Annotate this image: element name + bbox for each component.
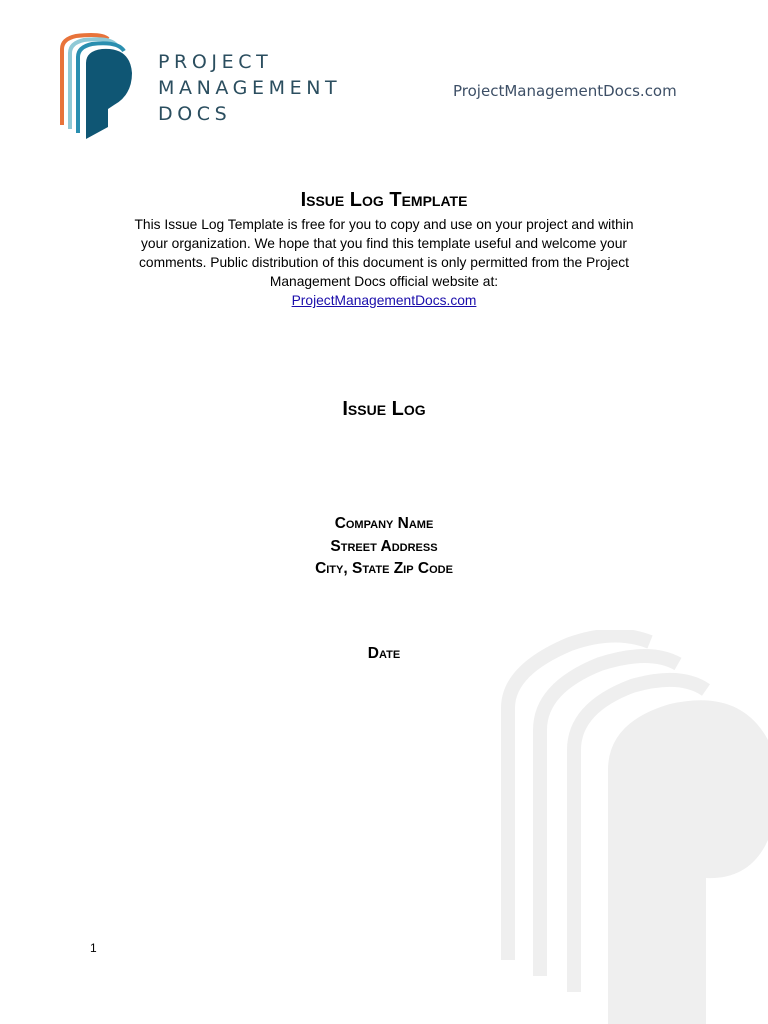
logo-line-management: MANAGEMENT (158, 77, 342, 99)
template-title: Issue Log Template (300, 189, 468, 211)
logo-line-project: PROJECT (158, 51, 273, 73)
company-name: Company Name (334, 515, 434, 532)
company-block (0, 513, 768, 581)
header-website: ProjectManagementDocs.com (453, 82, 677, 100)
logo-line-docs: DOCS (158, 103, 232, 125)
page-number: 1 (90, 941, 97, 955)
intro-paragraph (120, 215, 648, 310)
city-state-zip: City, State Zip Code (315, 560, 453, 577)
watermark-logo-icon (500, 630, 768, 1024)
document-title: Issue Log (342, 398, 426, 420)
intro-text: This Issue Log Template is free for you to copy and use on your project and within your organization. We hope that you find this template useful and welcome your comments. Public distribution of this document is only permitted from the Project Management Docs official website at: (134, 217, 634, 289)
logo-wordmark (158, 49, 341, 127)
document-date: Date (367, 645, 401, 662)
project-management-docs-logo-icon (58, 33, 134, 141)
street-address: Street Address (330, 537, 438, 555)
website-link[interactable]: ProjectManagementDocs.com (291, 293, 477, 308)
